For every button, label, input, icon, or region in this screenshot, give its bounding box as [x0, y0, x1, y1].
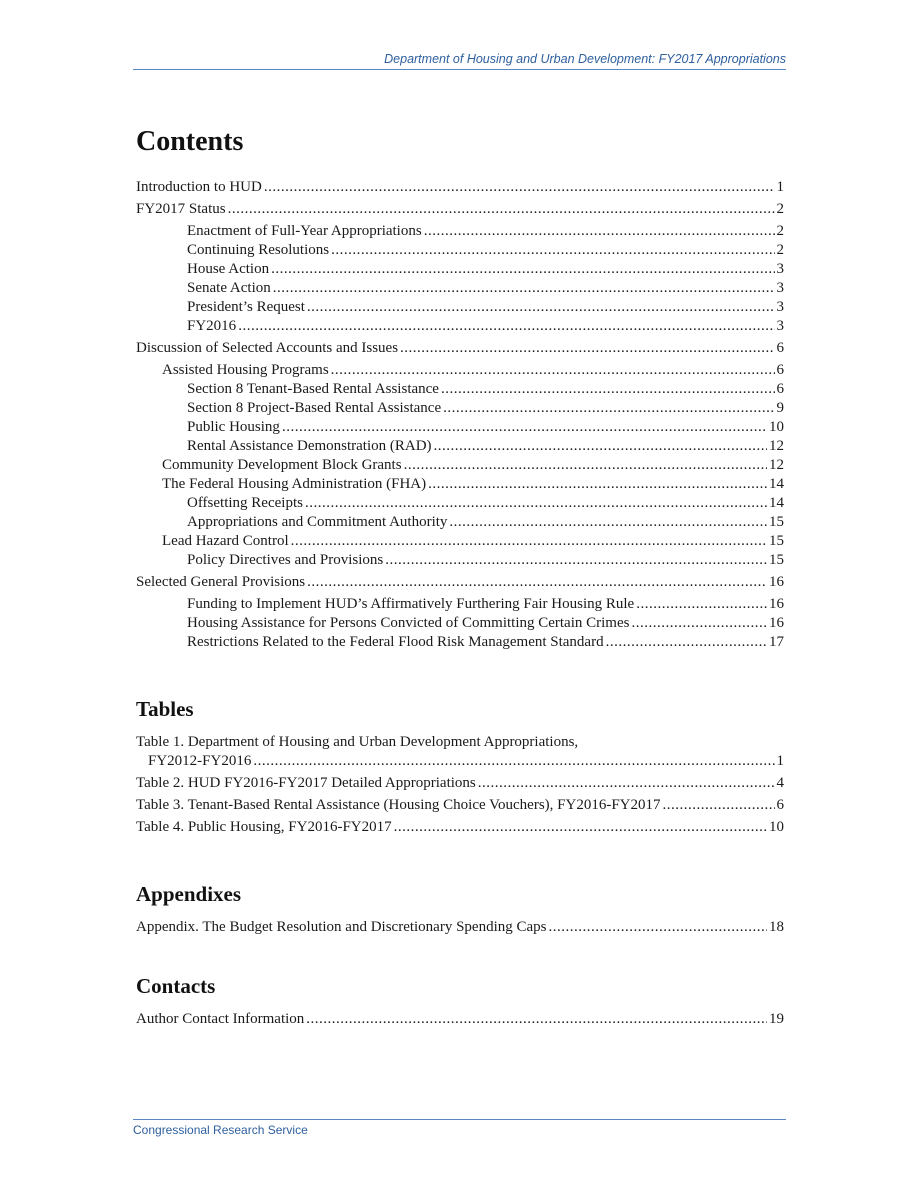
toc-entry-offsetting-receipts[interactable]: Offsetting Receipts ..... 14 — [136, 494, 784, 513]
contents-list — [136, 178, 784, 652]
toc-page — [136, 125, 784, 1029]
tables-heading: Tables — [136, 697, 194, 721]
toc-entry-introduction[interactable]: Introduction to HUD ..... 1 — [136, 178, 784, 197]
appendixes-list — [136, 918, 784, 937]
toc-entry-table-2[interactable]: Table 2. HUD FY2016-FY2017 Detailed Appropriations ..... 4 — [136, 774, 784, 793]
tables-section — [136, 696, 784, 837]
toc-entry-enactment[interactable]: Enactment of Full-Year Appropriations ..... 2 — [136, 222, 784, 241]
toc-entry-author-contact[interactable]: Author Contact Information ..... 19 — [136, 1010, 784, 1029]
toc-entry-table-3[interactable]: Table 3. Tenant-Based Rental Assistance (Housing Choice Vouchers), FY2016-FY2017 ..... 6 — [136, 796, 784, 815]
toc-entry-continuing-resolutions[interactable]: Continuing Resolutions ..... 2 — [136, 241, 784, 260]
appendixes-heading: Appendixes — [136, 882, 242, 906]
contacts-list — [136, 1010, 784, 1029]
page-footer: Congressional Research Service — [133, 1119, 786, 1137]
toc-entry-lead-hazard[interactable]: Lead Hazard Control ..... 15 — [136, 532, 784, 551]
toc-entry-section8-project[interactable]: Section 8 Project-Based Rental Assistance ..... 9 — [136, 399, 784, 418]
contacts-section — [136, 973, 784, 1029]
contents-heading: Contents — [136, 126, 244, 157]
toc-entry-house-action[interactable]: House Action ..... 3 — [136, 260, 784, 279]
toc-entry-senate-action[interactable]: Senate Action ..... 3 — [136, 279, 784, 298]
toc-entry-fy2016[interactable]: FY2016 ..... 3 — [136, 317, 784, 336]
toc-entry-discussion[interactable]: Discussion of Selected Accounts and Issues ..... 6 — [136, 339, 784, 358]
toc-entry-fy2017-status[interactable]: FY2017 Status ..... 2 — [136, 200, 784, 219]
toc-entry-cdbg[interactable]: Community Development Block Grants ..... 12 — [136, 456, 784, 475]
contacts-heading: Contacts — [136, 974, 216, 998]
toc-entry-appendix[interactable]: Appendix. The Budget Resolution and Discretionary Spending Caps ..... 18 — [136, 918, 784, 937]
appendixes-section — [136, 881, 784, 937]
toc-entry-affh-rule[interactable]: Funding to Implement HUD’s Affirmatively Furthering Fair Housing Rule ..... 16 — [136, 595, 784, 614]
toc-entry-public-housing[interactable]: Public Housing ..... 10 — [136, 418, 784, 437]
toc-entry-commitment-authority[interactable]: Appropriations and Commitment Authority ..... 15 — [136, 513, 784, 532]
toc-entry-presidents-request[interactable]: President’s Request ..... 3 — [136, 298, 784, 317]
toc-entry-section8-tenant[interactable]: Section 8 Tenant-Based Rental Assistance ..... 6 — [136, 380, 784, 399]
toc-entry-convicted-persons[interactable]: Housing Assistance for Persons Convicted of Committing Certain Crimes ..... 16 — [136, 614, 784, 633]
toc-entry-fha[interactable]: The Federal Housing Administration (FHA) ..... 14 — [136, 475, 784, 494]
toc-entry-table-1[interactable]: Table 1. Department of Housing and Urban Development Appropriations, FY2012-FY2016 ..... 1 — [136, 733, 784, 771]
toc-entry-assisted-housing[interactable]: Assisted Housing Programs ..... 6 — [136, 361, 784, 380]
running-header: Department of Housing and Urban Development: FY2017 Appropriations — [133, 52, 786, 70]
toc-entry-flood-risk[interactable]: Restrictions Related to the Federal Flood Risk Management Standard ..... 17 — [136, 633, 784, 652]
toc-entry-general-provisions[interactable]: Selected General Provisions ..... 16 — [136, 573, 784, 592]
toc-entry-rad[interactable]: Rental Assistance Demonstration (RAD) ..... 12 — [136, 437, 784, 456]
toc-entry-policy-directives[interactable]: Policy Directives and Provisions ..... 15 — [136, 551, 784, 570]
tables-list — [136, 733, 784, 837]
toc-entry-table-4[interactable]: Table 4. Public Housing, FY2016-FY2017 ..... 10 — [136, 818, 784, 837]
